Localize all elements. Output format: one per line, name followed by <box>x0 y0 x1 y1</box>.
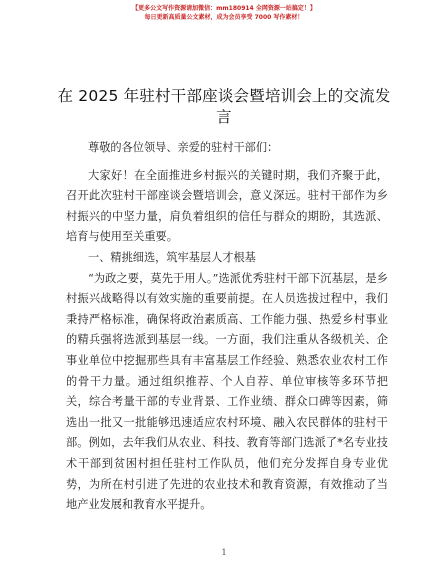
document-body <box>66 138 388 516</box>
page-number: 1 <box>221 548 227 557</box>
promo-line-2: 每日更新高质量公文素材，成为会员享受 7000 写作素材！ <box>144 14 304 21</box>
document-title: 在 2025 年驻村干部座谈会暨培训会上的交流发言 <box>57 87 391 126</box>
section-heading: 一、精挑细选，筑牢基层人才根基 <box>88 250 256 264</box>
promo-line-1: 【更多公文写作资源请加微信：mm180914 全网资源一站搞定！】 <box>132 5 316 12</box>
section-paragraph: “为政之要，莫先于用人。”选派优秀驻村干部下沉基层，是乡村振兴战略得以有效实施的重要前提。在人员选拔过程中，我们秉持严格标准，确保将政治素质高、工作能力强、热爱乡村事业的精兵强将选派到基层一线。一方面，我们注重从各级机关、企事业单位中挖掘那些具有丰富基层工作经验、熟悉农业农村工作的骨干力量。通过组织推荐、个人自荐、单位审核等多环节把关，综合考量干部的专业背景、工作业绩、群众口碑等因素，筛选出一批又一批能够迅速适应农村环境、融入农民群体的驻村干部。例如，去年我们从农业、科技、教育等部门选派了*名专业技术干部到贫困村担任驻村工作队员，他们充分发挥自身专业优势，为所在村引进了先进的农业技术和教育资源，有效推动了当地产业发展和教育水平提升。 <box>66 271 388 512</box>
intro-paragraph: 大家好！在全面推进乡村振兴的关键时期，我们齐聚于此，召开此次驻村干部座谈会暨培训会，意义深远。驻村干部作为乡村振兴的中坚力量，肩负着组织的信任与群众的期盼，其选派、培育与使用至关重要。 <box>66 168 388 244</box>
promo-banner <box>0 4 448 22</box>
salutation: 尊敬的各位领导、亲爱的驻村干部们： <box>88 141 279 154</box>
